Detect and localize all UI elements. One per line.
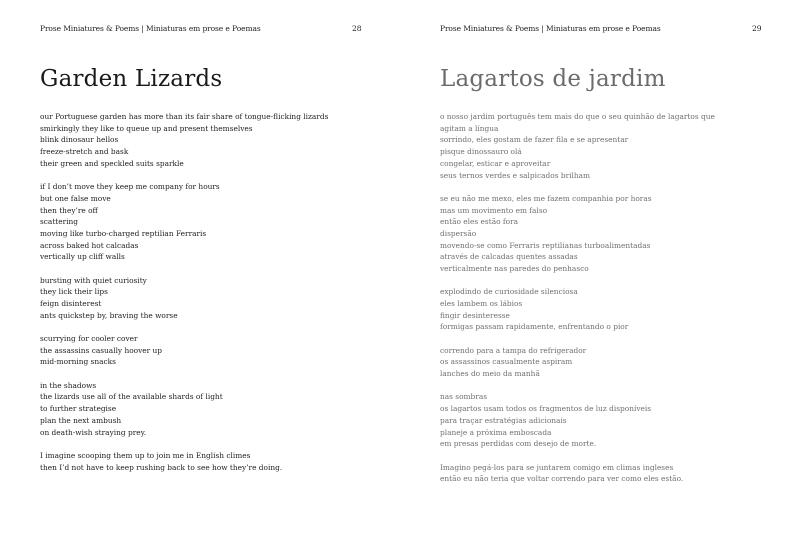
poem-line: através de calcadas quentes assadas [440, 252, 578, 262]
poem-line: our Portuguese garden has more than its fair share of tongue-flicking lizards [40, 112, 329, 121]
poem-line: smirkingly they like to queue up and present themselves [40, 123, 253, 133]
poem-line: vertically up cliff walls [40, 252, 125, 262]
poem-line: eles lambem os lábios [440, 299, 523, 309]
poem-line: I imagine scooping them up to join me in English climes [40, 450, 251, 460]
stanza [40, 450, 380, 473]
stanza [440, 193, 780, 275]
poem-line: feign disinterest [40, 299, 102, 309]
stanza [40, 380, 380, 439]
poem-line: to further strategise [40, 404, 117, 414]
poem-line: verticalmente nas paredes do penhasco [440, 264, 589, 274]
poem-line: lanches do meio da manhã [440, 369, 540, 379]
page-number: 29 [752, 24, 762, 33]
poem-line: então eu não teria que voltar correndo para ver como eles estão. [440, 474, 684, 484]
poem-line: but one false move [40, 193, 111, 203]
poem-line: mid-morning snacks [40, 357, 116, 367]
poem-line: se eu não me mexo, eles me fazem companhia por horas [440, 193, 652, 203]
poem-title: Lagartos de jardim [440, 66, 666, 92]
poem-line: pisque dinossauro olá [440, 147, 522, 157]
poem-line: ants quickstep by, braving the worse [40, 310, 178, 320]
poem-line: the lizards use all of the available shards of light [40, 392, 223, 402]
poem-line: fingir desinteresse [440, 310, 510, 320]
poem-line: they lick their lips [40, 287, 108, 297]
poem-line: sorrindo, eles gostam de fazer fila e se apresentar [440, 135, 629, 145]
stanza [440, 345, 780, 380]
poem-line: freeze-stretch and bask [40, 147, 129, 157]
poem-line: planeje a próxima emboscada [440, 427, 552, 437]
poem-line: seus ternos verdes e salpicados brilham [440, 170, 591, 180]
stanza [440, 286, 780, 333]
poem-line: then they’re off [40, 205, 98, 215]
poem-line: dispersão [440, 228, 477, 238]
poem-line: their green and speckled suits sparkle [40, 158, 184, 168]
poem-line: movendo-se como Ferraris reptilianas turboalimentadas [440, 240, 651, 250]
running-header: Prose Miniatures & Poems | Miniaturas em prose e Poemas [40, 24, 261, 33]
poem-line: then I’d not have to keep rushing back to see how they’re doing. [40, 462, 283, 472]
poem-line: the assassins casually hoover up [40, 345, 163, 355]
poem-line: para traçar estratégias adicionais [440, 415, 567, 425]
poem-line: across baked hot calcadas [40, 240, 139, 250]
stanza [40, 275, 380, 322]
stanza [40, 333, 380, 368]
poem-line: explodindo de curiosidade silenciosa [440, 287, 578, 297]
running-header: Prose Miniatures & Poems | Miniaturas em prose e Poemas [440, 24, 661, 33]
stanza [440, 462, 780, 485]
poem-line: moving like turbo-charged reptilian Ferraris [40, 228, 207, 238]
right-page [400, 0, 800, 560]
poem-line: os assassinos casualmente aspiram [440, 357, 573, 367]
poem-body [440, 111, 780, 497]
poem-line: blink dinosaur hellos [40, 135, 119, 145]
poem-line: formigas passam rapidamente, enfrentando o pior [440, 322, 629, 332]
poem-line: correndo para a tampa do refrigerador [440, 345, 587, 355]
page-number: 28 [352, 24, 362, 33]
stanza [440, 111, 780, 181]
poem-line: scattering [40, 217, 79, 227]
poem-line: em presas perdidas com desejo de morte. [440, 439, 597, 449]
poem-body [40, 111, 380, 485]
poem-line: então eles estão fora [440, 217, 519, 227]
poem-line: in the shadows [40, 380, 97, 390]
stanza [40, 181, 380, 263]
poem-line: bursting with quiet curiosity [40, 275, 147, 285]
poem-line: scurrying for cooler cover [40, 334, 138, 344]
stanza [40, 111, 380, 170]
poem-title: Garden Lizards [40, 66, 223, 92]
poem-line: if I don’t move they keep me company for hours [40, 182, 220, 192]
stanza [440, 391, 780, 450]
poem-line: plan the next ambush [40, 415, 122, 425]
poem-line: o nosso jardim português tem mais do que o seu quinhão de lagartos que [440, 112, 715, 121]
poem-line: nas sombras [440, 392, 488, 402]
poem-line: agitam a língua [440, 123, 499, 133]
poem-line: os lagartos usam todos os fragmentos de luz disponíveis [440, 404, 652, 414]
poem-line: mas um movimento em falso [440, 205, 548, 215]
poem-line: Imagino pegá-los para se juntarem comigo em climas ingleses [440, 462, 674, 472]
poem-line: congelar, esticar e aproveitar [440, 158, 551, 168]
poem-line: on death-wish straying prey. [40, 427, 147, 437]
